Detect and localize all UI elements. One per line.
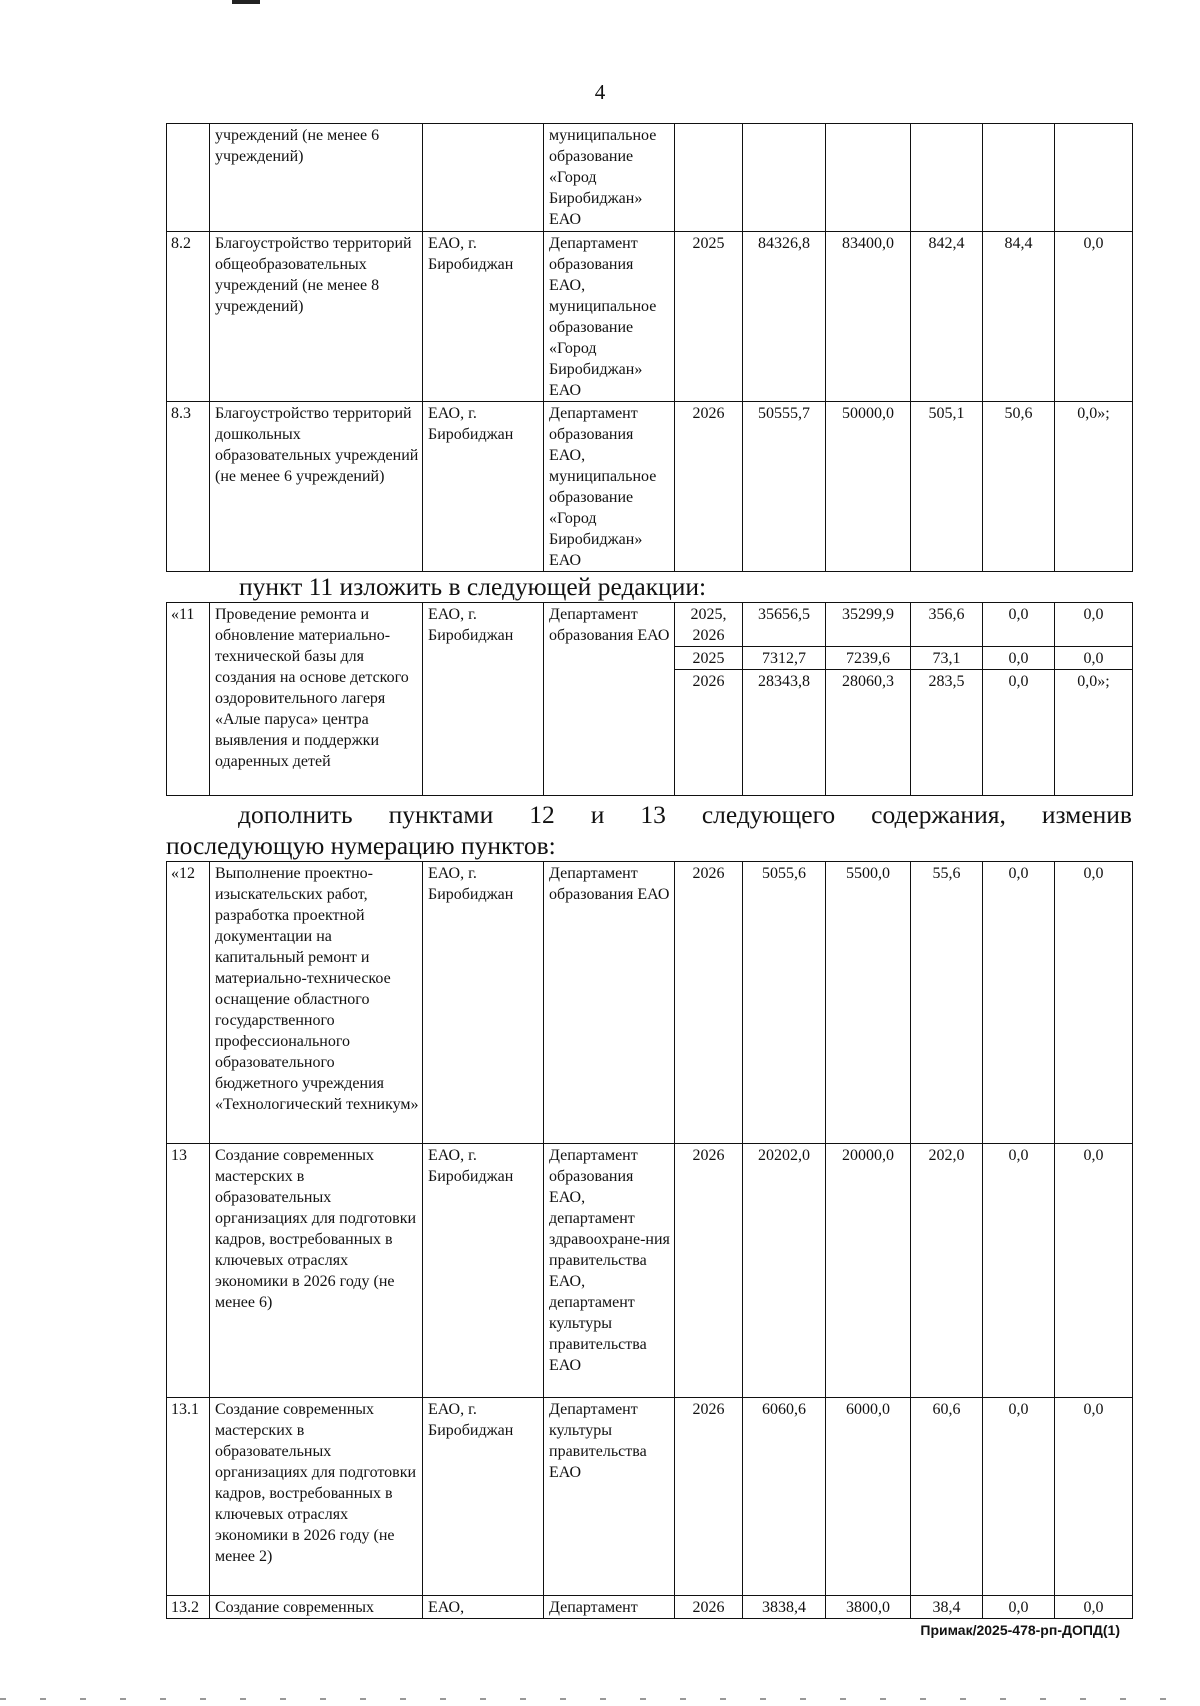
item-regional: 283,5 bbox=[911, 670, 983, 796]
item-total: 35656,5 bbox=[743, 603, 826, 647]
item-executor: Департамент bbox=[544, 1596, 675, 1619]
item-name: учреждений (не менее 6 учреждений) bbox=[210, 124, 423, 232]
measures-table-items-12-13 bbox=[166, 861, 1133, 1619]
paragraph-items-12-13-line-2: последующую нумерацию пунктов: bbox=[166, 831, 556, 860]
item-other: 0,0 bbox=[1055, 603, 1133, 647]
paragraph-word: пунктами bbox=[388, 800, 494, 829]
item-number: «12 bbox=[167, 862, 210, 1144]
item-name: Выполнение проектно-изыскательских работ, разработка проектной документации на капитальный ремонт и материально-техническое оснащение областного государственного профессионального образовательного бюджетного учреждения «Технологический техникум» bbox=[210, 862, 423, 1144]
paragraph-word: содержания, bbox=[871, 800, 1006, 829]
paragraph-items-12-13-line-1 bbox=[166, 800, 1132, 829]
item-total: 3838,4 bbox=[743, 1596, 826, 1619]
item-local: 84,4 bbox=[983, 232, 1055, 402]
item-place: ЕАО, г. Биробиджан bbox=[423, 232, 544, 402]
table-row bbox=[167, 862, 1133, 1144]
scan-mark bbox=[232, 0, 260, 4]
item-place bbox=[423, 124, 544, 232]
item-executor: Департамент образования ЕАО, муниципальное образование «Город Биробиджан» ЕАО bbox=[544, 402, 675, 572]
item-regional: 505,1 bbox=[911, 402, 983, 572]
item-regional: 356,6 bbox=[911, 603, 983, 647]
item-total: 7312,7 bbox=[743, 647, 826, 670]
item-place: ЕАО, г. Биробиджан bbox=[423, 1144, 544, 1398]
paragraph-word: 12 bbox=[529, 800, 555, 829]
item-local bbox=[983, 124, 1055, 232]
table-row bbox=[167, 603, 1133, 647]
item-federal: 50000,0 bbox=[826, 402, 911, 572]
item-local: 0,0 bbox=[983, 1398, 1055, 1596]
item-number: 13.2 bbox=[167, 1596, 210, 1619]
item-year bbox=[675, 124, 743, 232]
item-federal: 7239,6 bbox=[826, 647, 911, 670]
item-total: 28343,8 bbox=[743, 670, 826, 796]
item-number: 13 bbox=[167, 1144, 210, 1398]
item-executor: Департамент образования ЕАО, департамент здравоохране-ния правительства ЕАО, департамент культуры правительства ЕАО bbox=[544, 1144, 675, 1398]
item-regional bbox=[911, 124, 983, 232]
item-total: 5055,6 bbox=[743, 862, 826, 1144]
item-local: 0,0 bbox=[983, 670, 1055, 796]
item-number: 8.3 bbox=[167, 402, 210, 572]
item-number: 13.1 bbox=[167, 1398, 210, 1596]
table-row bbox=[167, 232, 1133, 402]
item-year: 2025 bbox=[675, 647, 743, 670]
table-row bbox=[167, 1596, 1133, 1619]
item-place: ЕАО, г. Биробиджан bbox=[423, 862, 544, 1144]
item-executor: муниципальное образование «Город Биробиджан» ЕАО bbox=[544, 124, 675, 232]
paragraph-word: 13 bbox=[640, 800, 666, 829]
item-executor: Департамент образования ЕАО bbox=[544, 862, 675, 1144]
table-row bbox=[167, 1398, 1133, 1596]
item-other: 0,0 bbox=[1055, 1398, 1133, 1596]
item-regional: 60,6 bbox=[911, 1398, 983, 1596]
item-year: 2026 bbox=[675, 862, 743, 1144]
item-federal: 28060,3 bbox=[826, 670, 911, 796]
item-year: 2025 bbox=[675, 232, 743, 402]
item-year: 2026 bbox=[675, 402, 743, 572]
measures-table-item-11 bbox=[166, 602, 1133, 796]
item-federal: 5500,0 bbox=[826, 862, 911, 1144]
item-other: 0,0 bbox=[1055, 647, 1133, 670]
page-number: 4 bbox=[594, 80, 606, 104]
item-local: 0,0 bbox=[983, 647, 1055, 670]
item-name: Благоустройство территорий дошкольных образовательных учреждений (не менее 6 учреждений) bbox=[210, 402, 423, 572]
item-place: ЕАО, г. Биробиджан bbox=[423, 402, 544, 572]
item-number: 8.2 bbox=[167, 232, 210, 402]
table-row bbox=[167, 124, 1133, 232]
item-other: 0,0»; bbox=[1055, 402, 1133, 572]
item-federal bbox=[826, 124, 911, 232]
item-federal: 83400,0 bbox=[826, 232, 911, 402]
paragraph-word: следующего bbox=[701, 800, 836, 829]
paragraph-word: и bbox=[590, 800, 605, 829]
item-other: 0,0 bbox=[1055, 862, 1133, 1144]
item-other: 0,0 bbox=[1055, 1596, 1133, 1619]
item-other: 0,0 bbox=[1055, 232, 1133, 402]
item-place: ЕАО, г. Биробиджан bbox=[423, 603, 544, 796]
item-total: 20202,0 bbox=[743, 1144, 826, 1398]
item-federal: 35299,9 bbox=[826, 603, 911, 647]
item-total bbox=[743, 124, 826, 232]
item-local: 50,6 bbox=[983, 402, 1055, 572]
paragraph-word: дополнить bbox=[238, 800, 353, 829]
paragraph-word: изменив bbox=[1041, 800, 1132, 829]
item-name: Создание современных bbox=[210, 1596, 423, 1619]
item-number bbox=[167, 124, 210, 232]
scan-edge bbox=[0, 1698, 1200, 1700]
item-regional: 202,0 bbox=[911, 1144, 983, 1398]
measures-table-part-1 bbox=[166, 123, 1133, 572]
item-year: 2026 bbox=[675, 1596, 743, 1619]
item-regional: 842,4 bbox=[911, 232, 983, 402]
item-year: 2026 bbox=[675, 1398, 743, 1596]
item-other bbox=[1055, 124, 1133, 232]
item-other: 0,0 bbox=[1055, 1144, 1133, 1398]
item-name: Создание современных мастерских в образовательных организациях для подготовки кадров, востребованных в ключевых отраслях экономики в 2026 году (не менее 6) bbox=[210, 1144, 423, 1398]
document-code: Примак/2025-478-рп-ДОПД(1) bbox=[920, 1622, 1120, 1638]
table-row bbox=[167, 1144, 1133, 1398]
item-local: 0,0 bbox=[983, 603, 1055, 647]
item-year: 2026 bbox=[675, 670, 743, 796]
item-place: ЕАО, г. Биробиджан bbox=[423, 1398, 544, 1596]
item-name: Благоустройство территорий общеобразовательных учреждений (не менее 8 учреждений) bbox=[210, 232, 423, 402]
item-total: 50555,7 bbox=[743, 402, 826, 572]
item-regional: 55,6 bbox=[911, 862, 983, 1144]
item-year: 2025, 2026 bbox=[675, 603, 743, 647]
item-executor: Департамент образования ЕАО bbox=[544, 603, 675, 796]
item-federal: 6000,0 bbox=[826, 1398, 911, 1596]
item-regional: 73,1 bbox=[911, 647, 983, 670]
item-name: Проведение ремонта и обновление материально-технической базы для создания на основе детского оздоровительного лагеря «Алые паруса» центра выявления и поддержки одаренных детей bbox=[210, 603, 423, 796]
item-federal: 3800,0 bbox=[826, 1596, 911, 1619]
item-local: 0,0 bbox=[983, 862, 1055, 1144]
table-row bbox=[167, 402, 1133, 572]
item-total: 6060,6 bbox=[743, 1398, 826, 1596]
paragraph-item-11-intro: пункт 11 изложить в следующей редакции: bbox=[239, 572, 707, 601]
item-number: «11 bbox=[167, 603, 210, 796]
item-local: 0,0 bbox=[983, 1596, 1055, 1619]
item-place: ЕАО, bbox=[423, 1596, 544, 1619]
item-other: 0,0»; bbox=[1055, 670, 1133, 796]
item-local: 0,0 bbox=[983, 1144, 1055, 1398]
item-year: 2026 bbox=[675, 1144, 743, 1398]
item-name: Создание современных мастерских в образовательных организациях для подготовки кадров, востребованных в ключевых отраслях экономики в 2026 году (не менее 2) bbox=[210, 1398, 423, 1596]
item-federal: 20000,0 bbox=[826, 1144, 911, 1398]
item-regional: 38,4 bbox=[911, 1596, 983, 1619]
item-executor: Департамент культуры правительства ЕАО bbox=[544, 1398, 675, 1596]
item-total: 84326,8 bbox=[743, 232, 826, 402]
item-executor: Департамент образования ЕАО, муниципальное образование «Город Биробиджан» ЕАО bbox=[544, 232, 675, 402]
